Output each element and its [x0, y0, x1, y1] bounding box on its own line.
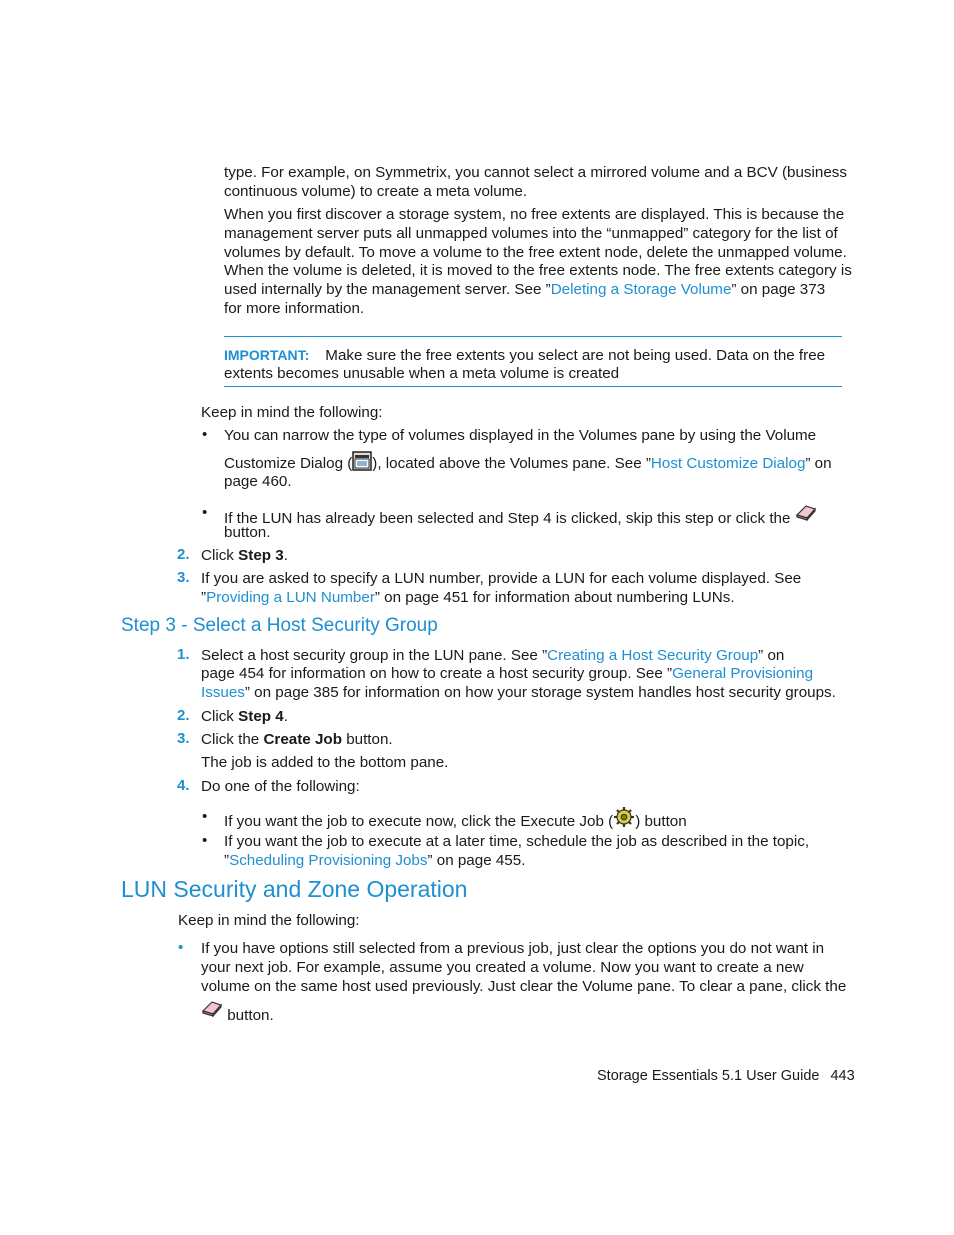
- hs-step1-line2: [201, 664, 813, 683]
- step-text: ” on page 385 for information on how your storage system handles host security groups.: [244, 684, 836, 701]
- hs-step4: Do one of the following:: [201, 778, 360, 795]
- bullet1-line1: You can narrow the type of volumes displayed in the Volumes pane by using the Volume: [224, 427, 817, 444]
- bullet-marker: •: [202, 426, 208, 443]
- step-text: Select a host security group in the LUN pane. See ”: [201, 647, 548, 664]
- step-number: 1.: [177, 646, 190, 663]
- hs-bullet1: [224, 806, 687, 835]
- footer: [597, 1067, 855, 1086]
- link-creating-host-security-group[interactable]: Creating a Host Security Group: [547, 647, 759, 664]
- step-number: 2.: [177, 707, 190, 724]
- bullet-marker: •: [178, 939, 184, 956]
- hs-step1-line3: [201, 683, 836, 702]
- important-label: IMPORTANT:: [224, 347, 310, 363]
- hs-bullet2-line1: If you want the job to execute at a later time, schedule the job as described in the topic,: [224, 833, 810, 850]
- step-text: Click: [201, 708, 239, 725]
- intro-p2-line5: [224, 280, 825, 299]
- step-number: 3.: [177, 569, 190, 586]
- heading-lun-security: LUN Security and Zone Operation: [121, 876, 468, 902]
- lun-bullet-line1: If you have options still selected from a previous job, just clear the options you do not want in: [201, 940, 825, 957]
- important-top-rule: [224, 336, 842, 337]
- keep-in-mind-2: Keep in mind the following:: [178, 912, 360, 929]
- footer-guide-title: Storage Essentials 5.1 User Guide: [597, 1068, 820, 1084]
- intro-text: used internally by the management server. See ”: [224, 281, 551, 298]
- bullet-marker: •: [202, 504, 208, 521]
- bullet-text: ” on: [805, 455, 832, 472]
- lun-bullet-line4: [201, 1000, 274, 1028]
- page-number: 443: [830, 1068, 855, 1084]
- intro-p1-line2: continuous volume) to create a meta volume.: [224, 183, 528, 200]
- bullet-marker: •: [202, 808, 208, 825]
- bullet2-line2: button.: [224, 524, 271, 541]
- link-providing-lun-number[interactable]: Providing a LUN Number: [206, 589, 375, 606]
- important-text: Make sure the free extents you select are not being used. Data on the free: [325, 347, 826, 364]
- bullet-text: ”: [224, 852, 230, 869]
- step-number: 4.: [177, 777, 190, 794]
- link-deleting-storage-volume[interactable]: Deleting a Storage Volume: [550, 281, 732, 298]
- step-4-ref: Step 4: [238, 708, 284, 725]
- step-text: Click the: [201, 731, 264, 748]
- lun-bullet-line2: your next job. For example, assume you created a volume. Now you want to create a new: [201, 959, 804, 976]
- hs-bullet2-line2: [224, 851, 525, 870]
- bullet-text: button.: [227, 1007, 274, 1024]
- link-general-provisioning-issues[interactable]: Issues: [201, 684, 245, 701]
- hs-step3: [201, 730, 393, 749]
- intro-p2-line3: volumes by default. To move a volume to the free extent node, delete the unmapped volume.: [224, 244, 847, 261]
- bullet-text: ), located above the Volumes pane. See ”: [372, 455, 651, 472]
- intro-p2-line2: management server puts all unmapped volumes into the “unmapped” category for the list of: [224, 225, 838, 242]
- bullet-text: ) button: [635, 813, 687, 830]
- bullet-marker: •: [202, 832, 208, 849]
- hs-step2: [201, 707, 288, 726]
- step-text: .: [283, 547, 288, 564]
- execute-job-icon[interactable]: [613, 806, 635, 835]
- intro-p2-line6: for more information.: [224, 300, 365, 317]
- step3-line2: [201, 588, 735, 607]
- step-number: 3.: [177, 730, 190, 747]
- bullet-text: If the LUN has already been selected and Step 4 is clicked, skip this step or click the: [224, 510, 791, 527]
- lun-bullet-line3: volume on the same host used previously. Just clear the Volume pane. To clear a pane, click the: [201, 978, 847, 995]
- hs-step3-note: The job is added to the bottom pane.: [201, 754, 449, 771]
- create-job-ref: Create Job: [263, 731, 342, 748]
- customize-dialog-icon[interactable]: [352, 451, 372, 479]
- link-general-provisioning-issues[interactable]: General Provisioning: [672, 665, 814, 682]
- important-line1: [224, 346, 825, 365]
- important-line2: extents becomes unusable when a meta volume is created: [224, 365, 620, 382]
- step-text: button.: [341, 731, 393, 748]
- hs-step1-line1: [201, 646, 784, 665]
- bullet-text: Customize Dialog (: [224, 455, 353, 472]
- intro-text: ” on page 373: [731, 281, 826, 298]
- eraser-icon[interactable]: [201, 1000, 223, 1025]
- bullet-text: ” on page 455.: [427, 852, 526, 869]
- eraser-icon[interactable]: [795, 504, 817, 526]
- link-host-customize-dialog[interactable]: Host Customize Dialog: [650, 455, 806, 472]
- step-text: ” on page 451 for information about numbering LUNs.: [374, 589, 735, 606]
- bullet-text: If you want the job to execute now, click the Execute Job (: [224, 813, 614, 830]
- intro-p2-line4: When the volume is deleted, it is moved to the free extents node. The free extents category is: [224, 262, 852, 279]
- step-text: page 454 for information on how to create a host security group. See ”: [201, 665, 673, 682]
- heading-step3-host-security: Step 3 - Select a Host Security Group: [121, 615, 438, 636]
- bullet1-line3: page 460.: [224, 473, 292, 490]
- step-text: .: [283, 708, 288, 725]
- step-3-ref: Step 3: [238, 547, 284, 564]
- step-text: ” on: [758, 647, 785, 664]
- link-scheduling-provisioning-jobs[interactable]: Scheduling Provisioning Jobs: [229, 852, 428, 869]
- intro-p1-line1: type. For example, on Symmetrix, you cannot select a mirrored volume and a BCV (business: [224, 164, 847, 181]
- important-bottom-rule: [224, 386, 842, 387]
- step3-line1: If you are asked to specify a LUN number, provide a LUN for each volume displayed. See: [201, 570, 802, 587]
- step-text: Click: [201, 547, 239, 564]
- intro-p2-line1: When you first discover a storage system, no free extents are displayed. This is because the: [224, 206, 845, 223]
- keep-in-mind-1: Keep in mind the following:: [201, 404, 383, 421]
- step2-click-step3: [201, 546, 288, 565]
- bullet2-line1: [224, 504, 817, 528]
- step-number: 2.: [177, 546, 190, 563]
- step-text: ”: [201, 589, 207, 606]
- bullet1-line2: [224, 451, 832, 479]
